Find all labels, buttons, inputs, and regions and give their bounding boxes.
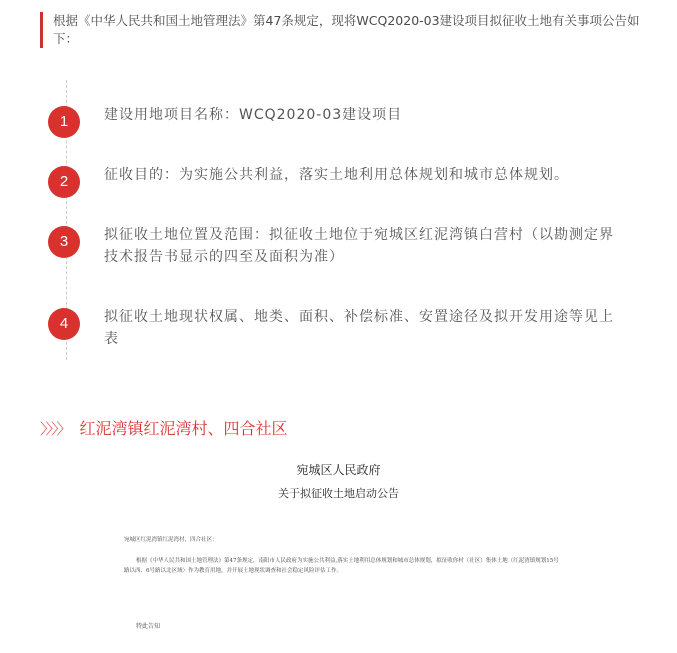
step-text: 拟征收土地位置及范围：拟征收土地位于宛城区红泥湾镇白营村（以勘测定界技术报告书显示的四至及面积为准）: [104, 227, 614, 265]
intro-paragraph: [40, 12, 653, 48]
section-heading: [40, 417, 288, 441]
step-number-badge: 2: [48, 166, 80, 198]
section-title: 红泥湾镇红泥湾村、四合社区: [79, 419, 288, 438]
step-text: 拟征收土地现状权属、地类、面积、补偿标准、安置途径及拟开发用途等见上表: [104, 309, 614, 347]
step-text: 建设用地项目名称：WCQ2020-03建设项目: [104, 107, 403, 123]
document-body: 根据《中华人民共和国土地管理法》第47条规定，南阳市人民政府为实施公共利益,落实土地利用总体规划和城市总体规划，拟征收你村（社区）集体土地（红泥湾镇规划15号路以西、6号路以北区域）作为教育用地，并开展土地现状调查和社会稳定风险评估工作。: [124, 558, 559, 574]
document-closing: 特此告知: [136, 623, 161, 630]
document-title: 关于拟征收土地启动公告: [278, 487, 399, 500]
document-issuer: 宛城区人民政府: [296, 463, 381, 477]
chevron-right-icon: 〉〉〉〉: [40, 420, 70, 438]
document-addressee: 宛城区红泥湾镇红泥湾村、四合社区：: [124, 537, 218, 543]
intro-text: 根据《中华人民共和国土地管理法》第47条规定，现将WCQ2020-03建设项目拟征收土地有关事项公告如下：: [53, 13, 640, 46]
step-number-badge: 1: [48, 106, 80, 138]
step-text: 征收目的：为实施公共利益，落实土地利用总体规划和城市总体规划。: [104, 167, 569, 183]
step-number-badge: 3: [48, 226, 80, 258]
step-number-badge: 4: [48, 308, 80, 340]
